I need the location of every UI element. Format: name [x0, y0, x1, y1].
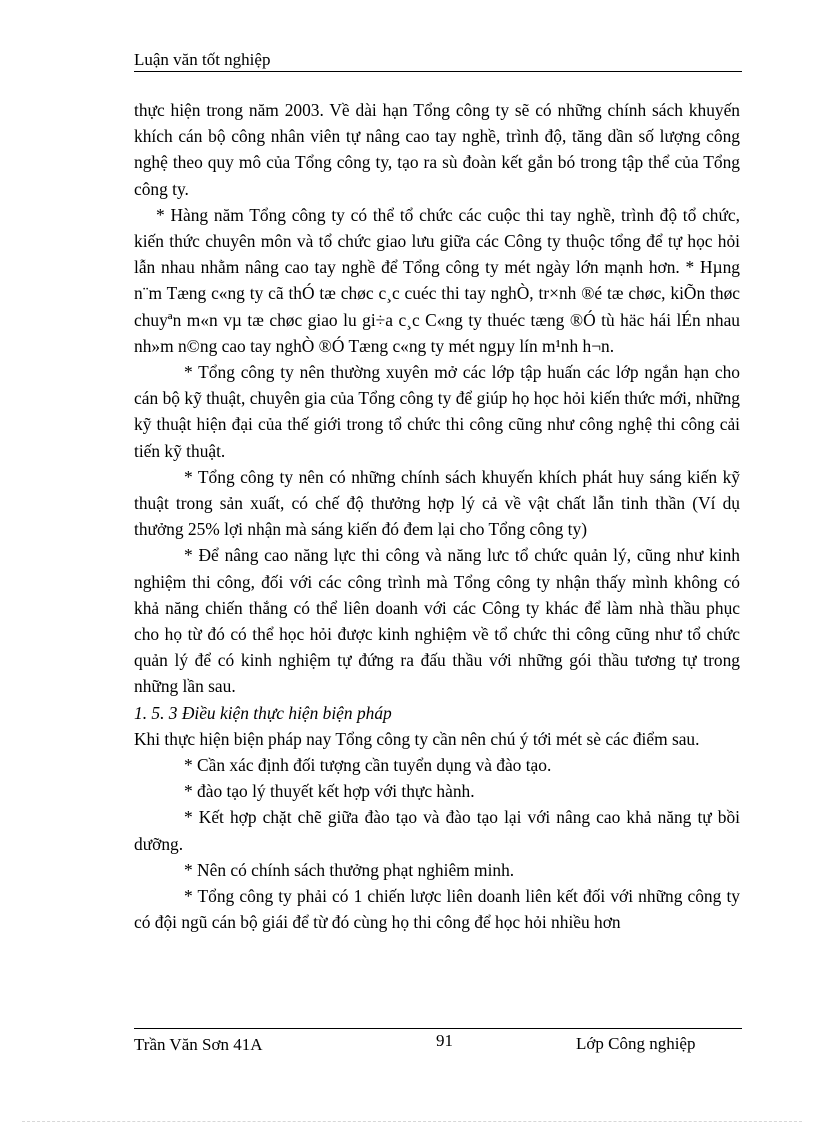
bullet-item: * Nên có chính sách thưởng phạt nghiêm minh.	[184, 859, 515, 880]
footer-divider	[134, 1028, 742, 1029]
paragraph: * Tổng công ty nên có những chính sách khuyến khích phát huy sáng kiến kỹ thuật trong sản xuất, có chế độ thưởng hợp lý cả về vật chất lẫn tinh thần (Ví dụ thưởng 25% lợi nhận mà sáng kiến đó đem lại cho Tổng công ty)	[134, 466, 740, 540]
header-divider	[134, 71, 742, 72]
paragraph: * Để nâng cao năng lực thi công và năng lưc tổ chức quản lý, cũng như kinh nghiệm thi công, đối với các công trình mà Tổng công ty nhận thấy mình không có khả năng chiến thắng có thể liên doanh với các Công ty khác để làm nhà thầu phục cho họ từ đó có thể học hỏi được kinh nghiệm về tổ chức thi công cũng như tổ chức quản lý để có kinh nghiệm tự đứng ra đấu thầu với những gói thầu tương tự trong những lần sau.	[134, 545, 740, 697]
bullet-item: * Cần xác định đối tượng cần tuyển dụng và đào tạo.	[184, 755, 552, 776]
bullet-item: * Tổng công ty phải có 1 chiến lược liên doanh liên kết đối với những công ty có đội ngũ cán bộ giái để từ đó cùng họ thi công để học hỏi nhiều hơn	[134, 886, 740, 933]
paragraph: thực hiện trong năm 2003. Về dài hạn Tổng công ty sẽ có những chính sách khuyến khích cán bộ công nhân viên tự nâng cao tay nghề, trình độ, tăng dần số lượng công nghệ theo quy mô của Tổng công ty, tạo ra sù đoàn kết gắn bó trong tập thể của Tổng công ty.	[134, 100, 740, 199]
footer-class: Lớp Công nghiệp	[576, 1034, 696, 1053]
bullet-item: * Kết hợp chặt chẽ giữa đào tạo và đào tạo lại với nâng cao khả năng tự bồi dưỡng.	[134, 807, 740, 854]
page-number: 91	[436, 1031, 453, 1050]
footer-author: Trần Văn Sơn 41A	[134, 1035, 263, 1054]
intro-paragraph: Khi thực hiện biện pháp nay Tổng công ty cần nên chú ý tới mét sè các điểm sau.	[134, 728, 700, 749]
body-text	[134, 97, 740, 936]
page-bottom-edge	[22, 1121, 802, 1122]
section-heading: 1. 5. 3 Điều kiện thực hiện biện pháp	[134, 702, 392, 723]
paragraph: * Tổng công ty nên thường xuyên mở các lớp tập huấn các lớp ngắn hạn cho cán bộ kỹ thuật, chuyên gia của Tổng công ty để giúp họ học hỏi kiến thức mới, những kỹ thuật hiện đại của thế giới trong tổ chức thi công cũng như công nghệ thi công cải tiến kỹ thuật.	[134, 362, 740, 461]
paragraph: * Hàng năm Tổng công ty có thể tổ chức các cuộc thi tay nghề, trình độ tổ chức, kiến thức chuyên môn và tổ chức giao lưu giữa các Công ty thuộc tổng để tự học hỏi lẫn nhau nhằm nâng cao tay nghề để Tổng công ty mét ngày lớn mạnh hơn. * Hµng n¨m Tæng c«ng ty cã thÓ tæ chøc c¸c cuéc thi tay nghÒ, tr×nh ®é tæ chøc, kiÕn thøc chuyªn m«n vµ tæ chøc giao lu gi÷a c¸c C«ng ty thuéc tæng ®Ó tù häc hái lÉn nhau nh»m n©ng cao tay nghÒ ®Ó Tæng c«ng ty mét ngµy lín m¹nh h¬n.	[134, 204, 740, 356]
header-title: Luận văn tốt nghiệp	[134, 50, 271, 69]
bullet-item: * đào tạo lý thuyết kết hợp với thực hành.	[184, 781, 475, 802]
